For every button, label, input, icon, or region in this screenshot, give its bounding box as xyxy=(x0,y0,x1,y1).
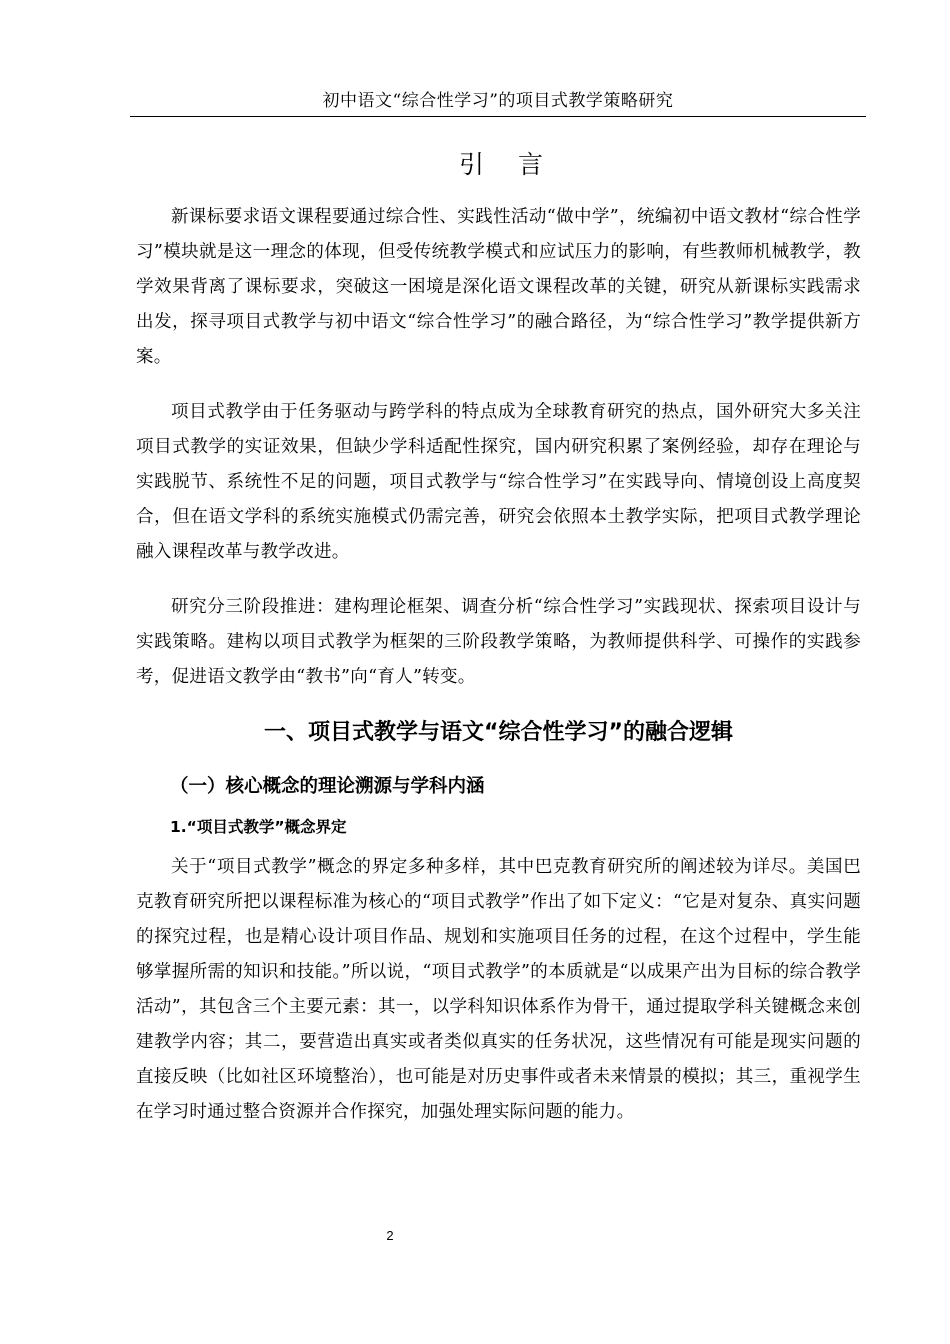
item-heading: 1.“项目式教学”概念界定 xyxy=(170,818,347,836)
running-header: 初中语文“综合性学习”的项目式教学策略研究 xyxy=(322,91,674,111)
intro-paragraph-2: 项目式教学由于任务驱动与跨学科的特点成为全球教育研究的热点，国外研究大多关注项目式教学的实证效果，但缺少学科适配性探究，国内研究积累了案例经验，却存在理论与实践脱节、系统性不足的问题，项目式教学与“综合性学习”在实践导向、情境创设上高度契合，但在语文学科的系统实施模式仍需完善，研究会依照本土教学实际，把项目式教学理论融入课程改革与教学改进。 xyxy=(136,402,861,562)
section-heading: 一、项目式教学与语文“综合性学习”的融合逻辑 xyxy=(264,720,733,745)
body-paragraph: 关于“项目式教学”概念的界定多种多样，其中巴克教育研究所的阐述较为详尽。美国巴克教育研究所把以课程标准为核心的“项目式教学”作出了如下定义：“它是对复杂、真实问题的探究过程，也是精心设计项目作品、规划和实施项目任务的过程，在这个过程中，学生能够掌握所需的知识和技能。”所以说，“项目式教学”的本质就是“以成果产出为目标的综合教学活动”，其包含三个主要元素：其一，以学科知识体系作为骨干，通过提取学科关键概念来创建教学内容；其二，要营造出真实或者类似真实的任务状况，这些情况有可能是现实问题的直接反映（比如社区环境整治），也可能是对历史事件或者未来情景的模拟；其三，重视学生在学习时通过整合资源并合作探究，加强处理实际问题的能力。 xyxy=(136,857,861,1122)
intro-paragraph-3: 研究分三阶段推进：建构理论框架、调查分析“综合性学习”实践现状、探索项目设计与实践策略。建构以项目式教学为框架的三阶段教学策略，为教师提供科学、可操作的实践参考，促进语文教学由“教书”向“育人”转变。 xyxy=(136,597,861,687)
intro-paragraph-1: 新课标要求语文课程要通过综合性、实践性活动“做中学”，统编初中语文教材“综合性学习”模块就是这一理念的体现，但受传统教学模式和应试压力的影响，有些教师机械教学，教学效果背离了课标要求，突破这一困境是深化语文课程改革的关键，研究从新课标实践需求出发，探寻项目式教学与初中语文“综合性学习”的融合路径，为“综合性学习”教学提供新方案。 xyxy=(136,207,861,367)
intro-title: 引言 xyxy=(458,150,577,179)
page-number: 2 xyxy=(386,1228,394,1243)
header-rule xyxy=(130,116,866,117)
subsection-heading: （一）核心概念的理论溯源与学科内涵 xyxy=(170,776,485,797)
